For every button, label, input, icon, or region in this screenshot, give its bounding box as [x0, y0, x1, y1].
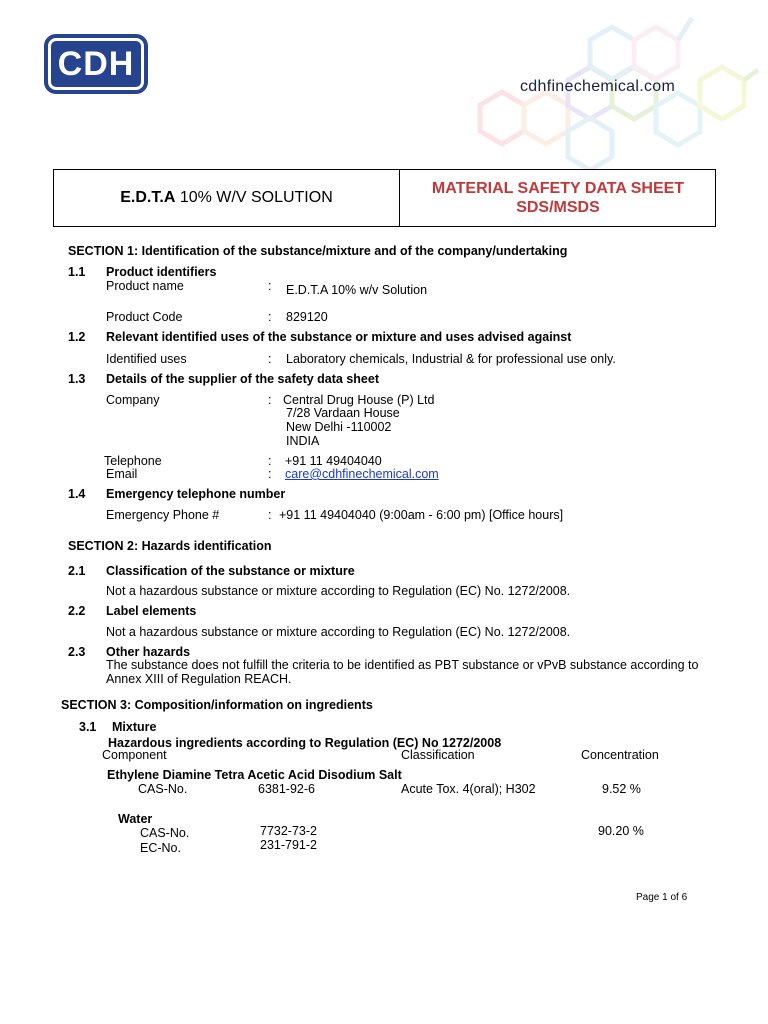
product-name-value: E.D.T.A 10% w/v Solution — [286, 283, 428, 297]
company-address-line2: New Delhi -110002 — [286, 420, 392, 434]
s2-2-text: Not a hazardous substance or mixture according to Regulation (EC) No. 1272/2008. — [106, 625, 571, 639]
s1-4-number: 1.4 — [68, 487, 86, 501]
msds-title-line1: MATERIAL SAFETY DATA SHEET — [431, 180, 685, 197]
ingredient-concentration: 90.20 % — [598, 824, 644, 838]
page-total: 6 — [681, 892, 688, 903]
s2-1-number: 2.1 — [68, 564, 86, 578]
msds-title-line2: SDS/MSDS — [516, 199, 600, 216]
column-classification: Classification — [401, 748, 475, 762]
ingredient-concentration: 9.52 % — [602, 782, 641, 796]
emergency-value: +91 11 49404040 (9:00am - 6:00 pm) [Office hours] — [279, 508, 564, 522]
s3-1-title: Mixture — [112, 720, 157, 734]
company-address-line1: 7/28 Vardaan House — [286, 406, 400, 420]
colon: : — [268, 279, 272, 293]
s1-3-title: Details of the supplier of the safety data sheet — [106, 372, 379, 386]
s1-1-title: Product identifiers — [106, 265, 217, 279]
section3-heading: SECTION 3: Composition/information on ingredients — [61, 698, 373, 712]
colon: : — [268, 352, 272, 366]
cas-number: 7732-73-2 — [260, 824, 317, 838]
colon: : — [268, 454, 272, 468]
cas-label: CAS-No. — [140, 826, 190, 840]
colon: : — [268, 393, 272, 407]
colon: : — [268, 508, 272, 522]
product-title-rest: 10% W/V SOLUTION — [175, 189, 333, 206]
page-indicator — [636, 892, 687, 903]
s2-2-number: 2.2 — [68, 604, 86, 618]
colon: : — [268, 310, 272, 324]
s2-1-title: Classification of the substance or mixture — [106, 564, 355, 578]
s2-3-number: 2.3 — [68, 645, 86, 659]
product-title — [54, 170, 399, 226]
cdh-logo-text: CDH — [51, 41, 141, 87]
s3-subheading: Hazardous ingredients according to Regulation (EC) No 1272/2008 — [108, 736, 502, 750]
s2-3-text-line2: Annex XIII of Regulation REACH. — [106, 672, 292, 686]
company-label: Company — [106, 393, 160, 407]
identified-uses-label: Identified uses — [106, 352, 187, 366]
s1-1-number: 1.1 — [68, 265, 86, 279]
company-country: INDIA — [286, 434, 320, 448]
title-box — [53, 169, 716, 227]
section1-heading: SECTION 1: Identification of the substance/mixture and of the company/undertaking — [68, 244, 568, 258]
s1-3-number: 1.3 — [68, 372, 86, 386]
cas-label: CAS-No. — [138, 782, 188, 796]
section2-heading: SECTION 2: Hazards identification — [68, 539, 272, 553]
product-title-bold: E.D.T.A — [120, 189, 176, 206]
s1-2-number: 1.2 — [68, 330, 86, 344]
email-label: Email — [106, 467, 138, 481]
s2-3-text-line1: The substance does not fulfill the criteria to be identified as PBT substance or vPvB substance according to — [106, 658, 699, 672]
s2-2-title: Label elements — [106, 604, 197, 618]
cas-number: 6381-92-6 — [258, 782, 315, 796]
email-link[interactable]: care@cdhfinechemical.com — [285, 467, 439, 481]
page-label: Page — [636, 892, 660, 903]
column-concentration: Concentration — [581, 748, 659, 762]
s1-2-title: Relevant identified uses of the substance or mixture and uses advised against — [106, 330, 572, 344]
s2-3-title: Other hazards — [106, 645, 191, 659]
company-name: Central Drug House (P) Ltd — [283, 393, 435, 407]
msds-title — [400, 170, 716, 226]
cdh-logo — [44, 34, 148, 94]
colon: : — [268, 467, 272, 481]
column-component: Component — [102, 748, 167, 762]
page-of-label: of — [670, 892, 679, 903]
ec-number: 231-791-2 — [260, 838, 317, 852]
s1-4-title: Emergency telephone number — [106, 487, 286, 501]
product-code-label: Product Code — [106, 310, 183, 324]
page-number: 1 — [662, 892, 668, 903]
ingredient-name: Water — [118, 812, 153, 826]
emergency-label: Emergency Phone # — [106, 508, 220, 522]
website-text: cdhfinechemical.com — [520, 78, 676, 95]
s3-1-number: 3.1 — [79, 720, 97, 734]
ingredient-name: Ethylene Diamine Tetra Acetic Acid Disodium Salt — [107, 768, 402, 782]
telephone-value: +91 11 49404040 — [285, 454, 382, 468]
product-code-value: 829120 — [286, 310, 328, 324]
product-name-label: Product name — [106, 279, 184, 293]
telephone-label: Telephone — [104, 454, 162, 468]
ingredient-classification: Acute Tox. 4(oral); H302 — [401, 782, 536, 796]
ec-label: EC-No. — [140, 841, 181, 855]
identified-uses-value: Laboratory chemicals, Industrial & for professional use only. — [286, 352, 616, 366]
s2-1-text: Not a hazardous substance or mixture according to Regulation (EC) No. 1272/2008. — [106, 584, 571, 598]
